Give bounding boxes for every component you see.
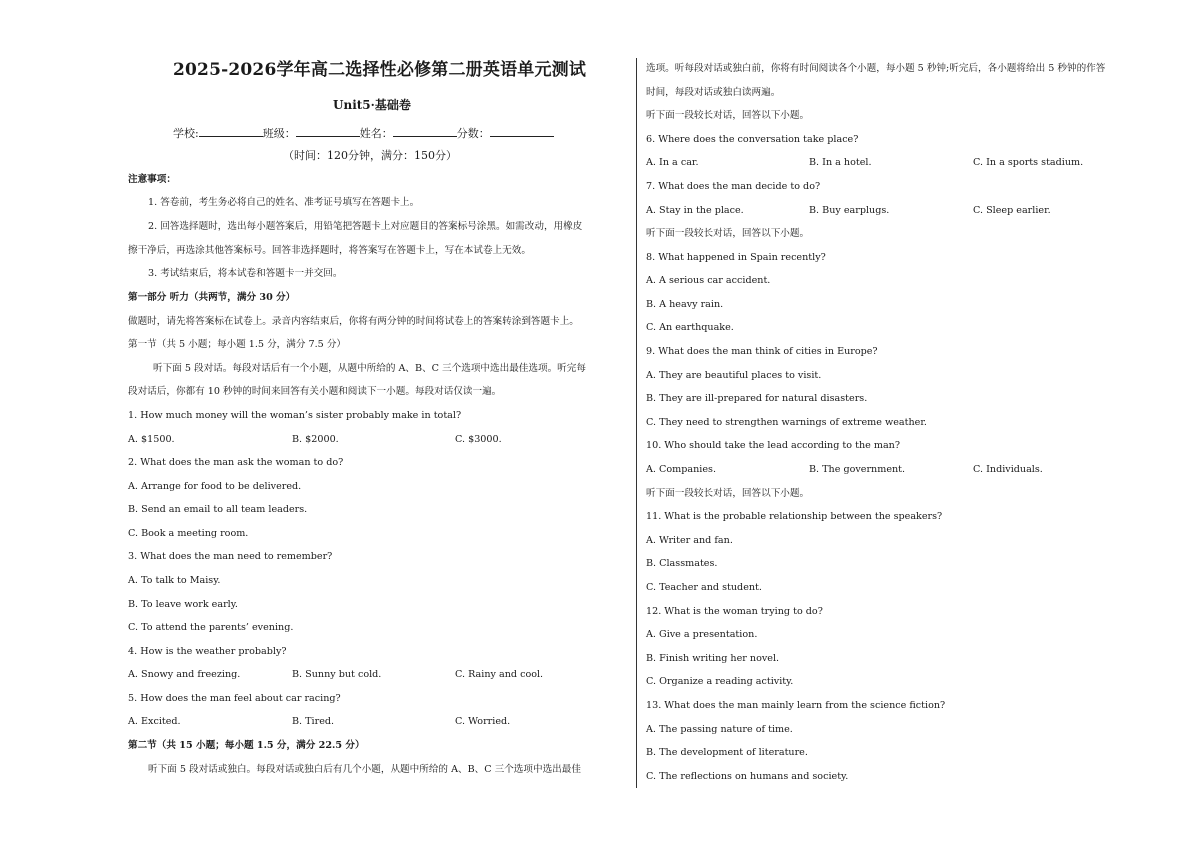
question-5-option-a: A. Excited. xyxy=(128,716,181,727)
question-2-option-b: B. Send an email to all team leaders. xyxy=(128,504,308,515)
time-info: （时间：120分钟，满分：150分） xyxy=(283,149,457,162)
question-11-option-c: C. Teacher and student. xyxy=(646,582,762,593)
question-6-stem: 6. Where does the conversation take place? xyxy=(646,134,859,145)
question-10-option-c: C. Individuals. xyxy=(973,464,1043,475)
page-subtitle: Unit5·基础卷 xyxy=(333,98,411,112)
question-3-option-c: C. To attend the parents’ evening. xyxy=(128,622,294,633)
section2-intro-line-1: 听下面 5 段对话或独白。每段对话或独白后有几个小题，从题中所给的 A、B、C 三个选项中选出最佳 xyxy=(148,764,581,775)
section2-intro-line-2: 选项。听每段对话或独白前，你将有时间阅读各个小题，每小题 5 秒钟;听完后，各小题将给出 5 秒钟的作答 xyxy=(646,63,1106,74)
question-5-stem: 5. How does the man feel about car racing? xyxy=(128,693,341,704)
question-4-option-c: C. Rainy and cool. xyxy=(455,669,544,680)
section1-intro-line-2: 段对话后，你都有 10 秒钟的时间来回答有关小题和阅读下一小题。每段对话仅读一遍。 xyxy=(128,386,502,397)
question-7-option-a: A. Stay in the place. xyxy=(646,205,744,216)
question-6-option-b: B. In a hotel. xyxy=(809,157,872,168)
question-11-option-a: A. Writer and fan. xyxy=(646,535,733,546)
page-title: 2025-2026学年高二选择性必修第二册英语单元测试 xyxy=(173,60,587,80)
question-8-option-b: B. A heavy rain. xyxy=(646,299,724,310)
student-info-line xyxy=(173,126,554,140)
question-11-stem: 11. What is the probable relationship between the speakers? xyxy=(646,511,943,522)
question-2-stem: 2. What does the man ask the woman to do? xyxy=(128,457,344,468)
school-label: 学校: xyxy=(173,127,199,140)
question-10-stem: 10. Who should take the lead according to the man? xyxy=(646,440,901,451)
score-blank xyxy=(490,126,554,137)
question-10-option-a: A. Companies. xyxy=(646,464,716,475)
question-9-option-c: C. They need to strengthen warnings of extreme weather. xyxy=(646,417,927,428)
question-4-option-b: B. Sunny but cold. xyxy=(292,669,382,680)
question-2-option-a: A. Arrange for food to be delivered. xyxy=(128,481,302,492)
question-9-option-b: B. They are ill-prepared for natural disasters. xyxy=(646,393,868,404)
question-1-stem: 1. How much money will the woman’s sister probably make in total? xyxy=(128,410,462,421)
question-7-option-b: B. Buy earplugs. xyxy=(809,205,890,216)
column-divider xyxy=(636,58,637,788)
question-1-option-c: C. $3000. xyxy=(455,434,502,445)
notes-item-1: 1. 答卷前，考生务必将自己的姓名、准考证号填写在答题卡上。 xyxy=(148,197,420,208)
question-7-stem: 7. What does the man decide to do? xyxy=(646,181,821,192)
name-label: 姓名： xyxy=(359,127,393,140)
question-8-option-c: C. An earthquake. xyxy=(646,322,734,333)
section1-heading: 第一节（共 5 小题；每小题 1.5 分，满分 7.5 分） xyxy=(128,339,347,350)
score-label: 分数： xyxy=(456,127,490,140)
question-13-option-c: C. The reflections on humans and society. xyxy=(646,771,849,782)
question-6-option-c: C. In a sports stadium. xyxy=(973,157,1084,168)
listen-long-dialogue-3: 听下面一段较长对话，回答以下小题。 xyxy=(646,488,810,499)
question-1-option-b: B. $2000. xyxy=(292,434,339,445)
question-9-option-a: A. They are beautiful places to visit. xyxy=(646,370,822,381)
section2-intro-line-3: 时间，每段对话或独白读两遍。 xyxy=(646,87,781,98)
school-blank xyxy=(199,126,263,137)
question-12-option-c: C. Organize a reading activity. xyxy=(646,676,794,687)
listen-long-dialogue-2: 听下面一段较长对话，回答以下小题。 xyxy=(646,228,810,239)
question-13-option-b: B. The development of literature. xyxy=(646,747,808,758)
question-6-option-a: A. In a car. xyxy=(646,157,699,168)
question-7-option-c: C. Sleep earlier. xyxy=(973,205,1051,216)
question-1-option-a: A. $1500. xyxy=(128,434,175,445)
question-4-option-a: A. Snowy and freezing. xyxy=(128,669,241,680)
question-8-stem: 8. What happened in Spain recently? xyxy=(646,252,826,263)
question-3-stem: 3. What does the man need to remember? xyxy=(128,551,333,562)
part1-heading: 第一部分 听力（共两节，满分 30 分） xyxy=(128,292,296,303)
notes-heading: 注意事项： xyxy=(128,174,176,185)
question-12-option-a: A. Give a presentation. xyxy=(646,629,758,640)
section2-heading: 第二节（共 15 小题；每小题 1.5 分，满分 22.5 分） xyxy=(128,740,365,751)
section1-intro-line-1: 听下面 5 段对话。每段对话后有一个小题，从题中所给的 A、B、C 三个选项中选出最佳选项。听完每 xyxy=(153,363,586,374)
question-12-stem: 12. What is the woman trying to do? xyxy=(646,606,823,617)
question-5-option-b: B. Tired. xyxy=(292,716,335,727)
question-3-option-b: B. To leave work early. xyxy=(128,599,238,610)
notes-item-2-line-1: 2. 回答选择题时，选出每小题答案后，用铅笔把答题卡上对应题目的答案标号涂黑。如需改动，用橡皮 xyxy=(148,221,583,232)
question-5-option-c: C. Worried. xyxy=(455,716,511,727)
question-13-stem: 13. What does the man mainly learn from the science fiction? xyxy=(646,700,946,711)
question-13-option-a: A. The passing nature of time. xyxy=(646,724,793,735)
question-4-stem: 4. How is the weather probably? xyxy=(128,646,287,657)
question-11-option-b: B. Classmates. xyxy=(646,558,718,569)
name-blank xyxy=(393,126,457,137)
notes-item-3: 3. 考试结束后，将本试卷和答题卡一并交回。 xyxy=(148,268,343,279)
class-label: 班级： xyxy=(262,127,296,140)
notes-item-2-line-2: 擦干净后，再选涂其他答案标号。回答非选择题时，将答案写在答题卡上，写在本试卷上无效。 xyxy=(128,245,531,256)
question-12-option-b: B. Finish writing her novel. xyxy=(646,653,780,664)
question-9-stem: 9. What does the man think of cities in Europe? xyxy=(646,346,878,357)
part1-intro: 做题时，请先将答案标在试卷上。录音内容结束后，你将有两分钟的时间将试卷上的答案转涂到答题卡上。 xyxy=(128,316,579,327)
listen-long-dialogue-1: 听下面一段较长对话，回答以下小题。 xyxy=(646,110,810,121)
question-3-option-a: A. To talk to Maisy. xyxy=(128,575,221,586)
question-10-option-b: B. The government. xyxy=(809,464,906,475)
question-8-option-a: A. A serious car accident. xyxy=(646,275,771,286)
question-2-option-c: C. Book a meeting room. xyxy=(128,528,249,539)
class-blank xyxy=(296,126,360,137)
